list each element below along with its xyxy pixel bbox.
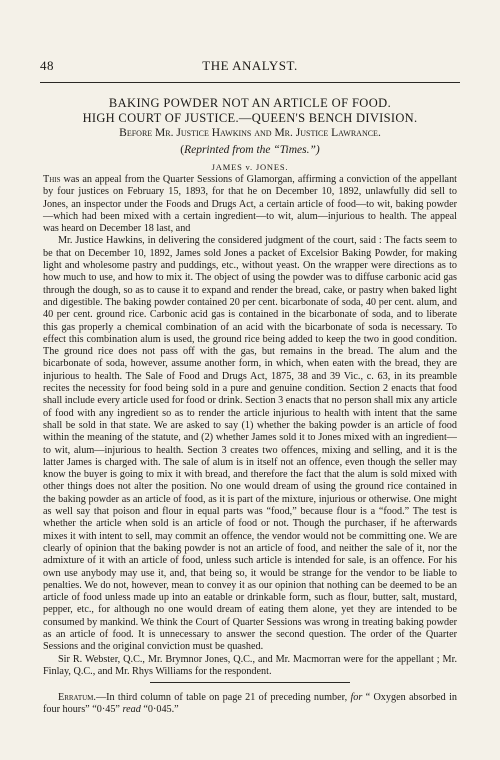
header-rule: [40, 82, 460, 83]
paragraph-2: Mr. Justice Hawkins, in delivering the considered judgment of the court, said : The facts seem to be that on December 10, 1892, James sold Jones a packet of Excelsior Baking Powder, for making light and wholesome pastry and puddings, etc., without yeast. On the wrapper were directions as to how much to use, and how to mix it. The object of using the powder was to diffuse carbonic acid gas through the dough, so as to cause it to expand and render the bread, cake, or pastry when baked light and digestible. The baking powder contained 20 per cent. bicarbonate of soda, 40 per cent. alum, and 40 per cent. ground rice. Carbonic acid gas is contained in the bicarbonate of soda, and to liberate this gas properly a chemical combination of an acid with the bicarbonate of soda is necessary. To effect this combination alum is used, the ground rice being added to keep the two in good condition. The ground rice does not pass off with the gas, but remains in the bread. The alum and the bicarbonate of soda, however, assume another form, in which, when eaten with the bread, they are injurious to health. The Sale of Food and Drugs Act, 1875, 38 and 39 Vic., c. 63, in its preamble recites the necessity for food being sold in a pure and genuine condition. Section 2 enacts that food shall include every article used for food or drink. Section 3 enacts that no person shall mix any article of food with any ingredient so as to render the article injurious to health with intent that the same shall be sold in that state. We are asked to say (1) whether the baking powder is an article of food within the meaning of the statute, and (2) whether James sold it to Jones mixed with an ingredient—to wit, alum—injurious to health. Section 3 creates two offences, mixing and selling, and it is the latter James is charged with. The sale of alum is in itself not an offence, even though the seller may know the buyer is going to mix it with bread, and therefore the fact that the alum is sold mixed with other things does not alter the position. No one would dream of using the ground rice contained in the baking powder as an article of food, as it is part of the mixture, injurious or otherwise. One might as well say that poison and flour in equal parts was “food,” because flour is a “food.” The test is whether the article when sold is an article of food or not. Though the purchaser, if he afterwards mixes it with intent to sell, may commit an offence, the vendor would not be committing one. We are clearly of opinion that the baking powder is not an article of food, and neither the sale of it, nor the admixture of it with an article of food, unless such article is intended for sale, is an offence. For his own use anybody may use it, and, that being so, it would be strange for the vendor to be liable to penalties. We do not, however, mean to convey it as our opinion that nothing can be deemed to be an article of food unless made up into an eatable or drinkable form, such as flour, butter, salt, mustard, pepper, etc., for although no one would dream of eating them alone, yet they are intended to be consumed by mankind. We think the Court of Quarter Sessions was wrong in treating baking powder as an article of food. It is unnecessary to answer the second question. The order of the Quarter Sessions and the original conviction must be quashed.: [43, 235, 457, 653]
reprint-note: (Reprinted from the “Times.”): [180, 144, 320, 156]
erratum-note: [43, 692, 457, 717]
erratum-text-c: “0·045.”: [140, 704, 179, 716]
erratum-for: for: [350, 692, 363, 703]
lead-word: This: [43, 174, 61, 185]
reprint-source: Times: [279, 144, 307, 156]
reprint-suffix: .”): [306, 144, 320, 156]
erratum-paragraph: [43, 692, 457, 717]
erratum-read: read: [122, 704, 141, 716]
judges-line: Before Mr. Justice Hawkins and Mr. Justice Lawrance.: [119, 127, 381, 139]
case-name: JAMES v. JONES.: [211, 162, 289, 172]
paragraph-3: Sir R. Webster, Q.C., Mr. Brymnor Jones, Q.C., and Mr. Macmorran were for the appellant ; Mr. Finlay, Q.C., and Mr. Rhys Williams for the respondent.: [43, 653, 457, 677]
page-number: 48: [40, 58, 54, 73]
running-header: [40, 58, 460, 74]
article-body: [43, 174, 457, 678]
erratum-text-a: —In third column of table on page 21 of preceding number,: [95, 692, 351, 703]
erratum-text-b: “ Oxygen absorbed in four hours” “0·45”: [43, 692, 457, 716]
court-heading: HIGH COURT OF JUSTICE.—QUEEN'S BENCH DIVISION.: [82, 111, 418, 125]
reprint-prefix: Reprinted from the “: [184, 144, 280, 156]
journal-title: THE ANALYST.: [202, 58, 298, 73]
erratum-label: Erratum.: [58, 692, 96, 703]
section-divider: [150, 682, 350, 683]
paragraph-1: [43, 174, 457, 235]
article-title: BAKING POWDER NOT AN ARTICLE OF FOOD.: [108, 96, 392, 110]
paragraph-1-text: was an appeal from the Quarter Sessions of Glamorgan, affirming a conviction of the appellant by four justices on February 15, 1893, for that he on December 10, 1892, unlawfully did sell to Jones, an inspector under the Foods and Drugs Act, a certain article of food—to wit, baking powder—which had been mixed with a certain ingredient—to wit, alum—injurious to health. The appeal was heard on December 18 last, and: [43, 174, 457, 235]
